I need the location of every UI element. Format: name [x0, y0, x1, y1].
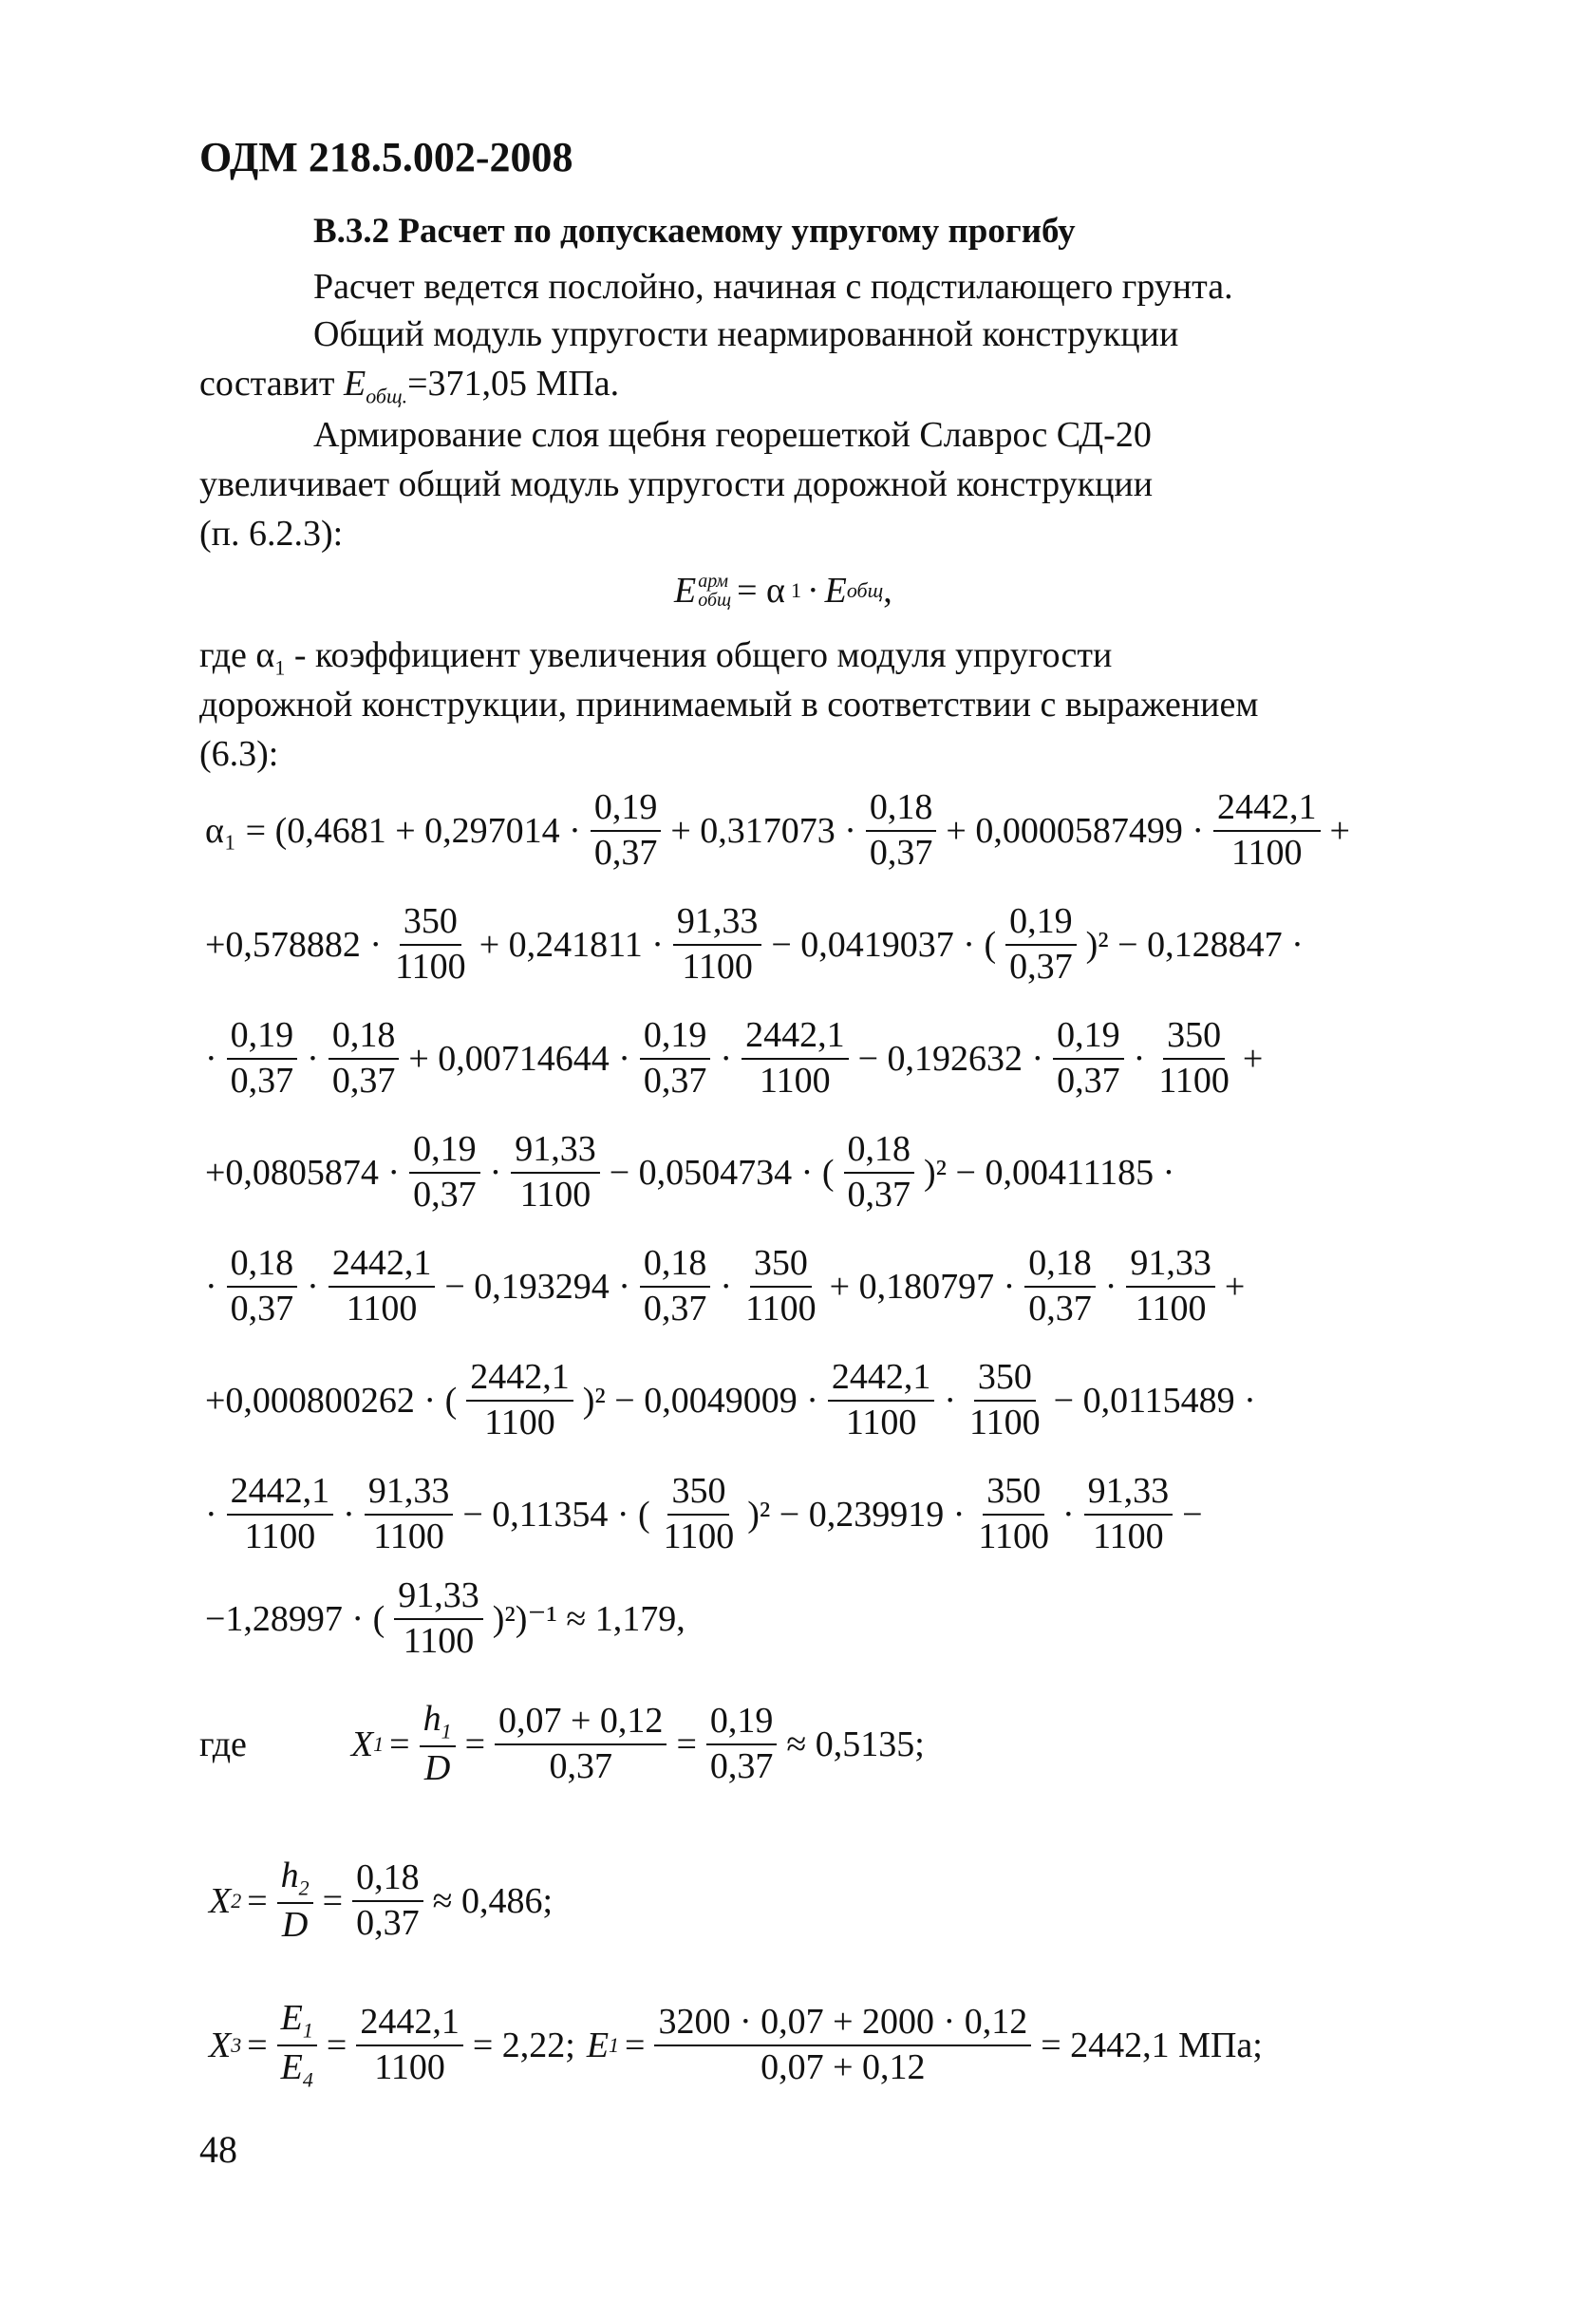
fraction [640, 1016, 711, 1102]
formula-term: + 0,0000587499 · [946, 810, 1205, 851]
formula-term: − 0,11354 · ( [462, 1494, 650, 1535]
formula-term: · [720, 1038, 733, 1079]
denominator: 1100 [346, 1288, 418, 1329]
formula-term: )² − 0,0049009 · [582, 1380, 818, 1421]
formula-x2: X 2 = $\frac{h_2}{D}$ = $\frac{0,18}{0,37}$ ≈ 0,486; [209, 1856, 554, 1945]
formula-term: − 0,0504734 · ( [609, 1152, 835, 1193]
paragraph-2-line-1: Общий модуль упругости неармированной конструкции [313, 314, 1179, 354]
denominator: 1100 [403, 1620, 475, 1661]
denominator: 0,37 [643, 1060, 707, 1101]
fraction [1126, 1244, 1215, 1329]
fraction [365, 1472, 454, 1557]
formula-term: − [1182, 1494, 1203, 1535]
fraction [394, 1576, 483, 1662]
formula-term: α₁ = (0,4681 + 0,297014 · [205, 810, 581, 851]
formula-term: · [205, 1494, 217, 1535]
section-heading: В.3.2 Расчет по допускаемому упругому прогибу [313, 212, 1076, 251]
formula-term: )²)⁻¹ ≈ 1,179, [492, 1599, 685, 1640]
fraction [409, 1130, 480, 1215]
document-code: ОДМ 218.5.002-2008 [199, 134, 573, 180]
denominator: 0,37 [593, 832, 658, 873]
denominator: 0,37 [869, 832, 933, 873]
alpha-formula-line-7 [199, 1472, 1209, 1557]
numerator: 0,18 [227, 1244, 298, 1288]
formula-term: · [205, 1266, 217, 1307]
alpha-formula-line-6 [199, 1358, 1262, 1443]
fraction [329, 1016, 400, 1102]
paragraph-4-line-2: дорожной конструкции, принимаемый в соответствии с выражением [199, 685, 1259, 725]
fraction [844, 1130, 915, 1215]
formula-term: )² − 0,00411185 · [924, 1152, 1175, 1193]
denominator: 1100 [745, 1288, 817, 1329]
formula-term: + 0,00714644 · [408, 1038, 630, 1079]
alpha-formula-line-4 [199, 1130, 1180, 1215]
denominator: 1100 [1230, 832, 1303, 873]
numerator: 0,18 [1024, 1244, 1096, 1288]
numerator: 91,33 [511, 1130, 600, 1174]
fraction [391, 902, 470, 988]
fraction [1024, 1244, 1096, 1329]
formula-x1: где X 1 = $\frac{h_1}{D}$ = $\frac{0,07 + 0,12}{0,37}$ = $\frac{0,19}{0,37}$ ≈ 0,5135; [199, 1699, 925, 1788]
denominator: 0,37 [1057, 1060, 1120, 1101]
denominator: 0,37 [847, 1174, 911, 1215]
formula-term: )² − 0,128847 · [1085, 924, 1304, 965]
numerator: 91,33 [1126, 1244, 1215, 1288]
numerator: 91,33 [1084, 1472, 1174, 1516]
formula-term: +0,000800262 · ( [205, 1380, 458, 1421]
numerator: 2442,1 [227, 1472, 334, 1516]
formula-term: −1,28997 · ( [205, 1598, 385, 1639]
formula-term: · [1133, 1038, 1146, 1079]
numerator: 0,18 [866, 788, 937, 832]
fraction [640, 1244, 711, 1329]
formula-term: + [1329, 810, 1350, 851]
formula-term: − 0,0115489 · [1053, 1380, 1256, 1421]
numerator: 2442,1 [329, 1244, 436, 1288]
numerator: 0,18 [329, 1016, 400, 1060]
alpha-formula-line-1 [199, 788, 1356, 874]
denominator: 1100 [1093, 1516, 1164, 1556]
formula-term: + 0,180797 · [829, 1266, 1016, 1307]
paragraph-3-line-2: увеличивает общий модуль упругости дорожной конструкции [199, 464, 1154, 504]
fraction [742, 1244, 820, 1329]
numerator: 2442,1 [742, 1016, 849, 1060]
denominator: 0,37 [331, 1060, 396, 1101]
numerator: 0,18 [640, 1244, 711, 1288]
fraction [660, 1472, 739, 1557]
fraction [966, 1358, 1044, 1443]
paragraph-2-line-2: составит $E_{общ.}=371,05$ МПа. [199, 364, 620, 408]
fraction [227, 1472, 334, 1557]
fraction [673, 902, 762, 988]
formula-reinforced-modulus: E арм общ = α 1 · E общ , [674, 571, 892, 611]
fraction [828, 1358, 935, 1443]
formula-term: + [1224, 1266, 1246, 1307]
alpha-formula-line-8 [199, 1576, 691, 1662]
paragraph-4-line-3: (6.3): [199, 734, 279, 774]
fraction [227, 1244, 298, 1329]
denominator: 0,37 [643, 1288, 707, 1329]
formula-term: +0,578882 · [205, 924, 383, 965]
denominator: 0,37 [413, 1174, 477, 1215]
numerator: 91,33 [673, 902, 762, 946]
formula-term: · [307, 1266, 319, 1307]
numerator: 350 [400, 902, 461, 946]
formula-term: − 0,0419037 · ( [771, 924, 997, 965]
numerator: 0,19 [227, 1016, 298, 1060]
fraction [227, 1016, 298, 1102]
numerator: 0,19 [1005, 902, 1077, 946]
fraction [1084, 1472, 1174, 1557]
formula-term: · [720, 1266, 733, 1307]
fraction [1213, 788, 1321, 874]
denominator: 1100 [1135, 1288, 1207, 1329]
paragraph-3-line-3: (п. 6.2.3): [199, 514, 344, 554]
alpha-formula-line-5 [199, 1244, 1250, 1329]
denominator: 1100 [682, 946, 753, 987]
denominator: 1100 [969, 1402, 1041, 1442]
denominator: 0,37 [1028, 1288, 1092, 1329]
paragraph-1: Расчет ведется послойно, начиная с подстилающего грунта. [313, 267, 1233, 307]
fraction [974, 1472, 1053, 1557]
denominator: 1100 [978, 1516, 1049, 1556]
numerator: 2442,1 [1213, 788, 1321, 832]
fraction [466, 1358, 573, 1443]
denominator: 1100 [1158, 1060, 1230, 1101]
denominator: 1100 [244, 1516, 316, 1556]
numerator: 0,19 [640, 1016, 711, 1060]
denominator: 1100 [395, 946, 466, 987]
numerator: 350 [974, 1358, 1036, 1402]
formula-x3: X 3 = $\frac{E_1}{E_4}$ = $\frac{2442,1}{1100}$ = 2,22; E 1 = $\frac{3200 \cdot 0,07 + 2000 \cdot 0,12}{0,07 + 0,12}$ = 2442,1 МПа; [209, 1998, 1263, 2092]
denominator: 1100 [519, 1174, 591, 1215]
formula-term: · [1104, 1266, 1117, 1307]
denominator: 1100 [760, 1060, 831, 1101]
numerator: 91,33 [394, 1576, 483, 1620]
alpha-formula-line-3 [199, 1016, 1268, 1102]
fraction [511, 1130, 600, 1215]
numerator: 350 [983, 1472, 1044, 1516]
denominator: 1100 [373, 1516, 444, 1556]
denominator: 0,37 [230, 1288, 294, 1329]
fraction [1005, 902, 1077, 988]
formula-term: · [205, 1038, 217, 1079]
page-number: 48 [199, 2128, 237, 2171]
denominator: 0,37 [230, 1060, 294, 1101]
formula-term: − 0,193294 · [444, 1266, 630, 1307]
formula-term: +0,0805874 · [205, 1152, 401, 1193]
numerator: 2442,1 [828, 1358, 935, 1402]
fraction [866, 788, 937, 874]
formula-term: · [343, 1494, 355, 1535]
paragraph-4-line-1: где $\alpha_1$ - коэффициент увеличения общего модуля упругости [199, 635, 1113, 680]
formula-term: + [1242, 1038, 1264, 1079]
denominator: 1100 [663, 1516, 735, 1556]
formula-term: · [489, 1152, 502, 1193]
numerator: 0,19 [409, 1130, 480, 1174]
alpha-formula-line-2 [199, 902, 1309, 988]
numerator: 350 [750, 1244, 812, 1288]
paragraph-3-line-1: Армирование слоя щебня георешеткой Славрос СД-20 [313, 415, 1152, 455]
denominator: 1100 [484, 1402, 555, 1442]
fraction [591, 788, 662, 874]
numerator: 0,19 [1053, 1016, 1124, 1060]
formula-term: − 0,192632 · [857, 1038, 1044, 1079]
fraction [742, 1016, 849, 1102]
numerator: 91,33 [365, 1472, 454, 1516]
formula-term: )² − 0,239919 · [747, 1494, 966, 1535]
formula-term: · [944, 1380, 957, 1421]
fraction [329, 1244, 436, 1329]
numerator: 0,19 [591, 788, 662, 832]
fraction [1053, 1016, 1124, 1102]
denominator: 1100 [845, 1402, 917, 1442]
formula-term: + 0,241811 · [479, 924, 664, 965]
numerator: 0,18 [844, 1130, 915, 1174]
numerator: 2442,1 [466, 1358, 573, 1402]
formula-term: + 0,317073 · [670, 810, 856, 851]
numerator: 350 [667, 1472, 729, 1516]
formula-term: · [307, 1038, 319, 1079]
fraction [1155, 1016, 1233, 1102]
denominator: 0,37 [1009, 946, 1073, 987]
formula-term: · [1061, 1494, 1075, 1535]
numerator: 350 [1163, 1016, 1225, 1060]
